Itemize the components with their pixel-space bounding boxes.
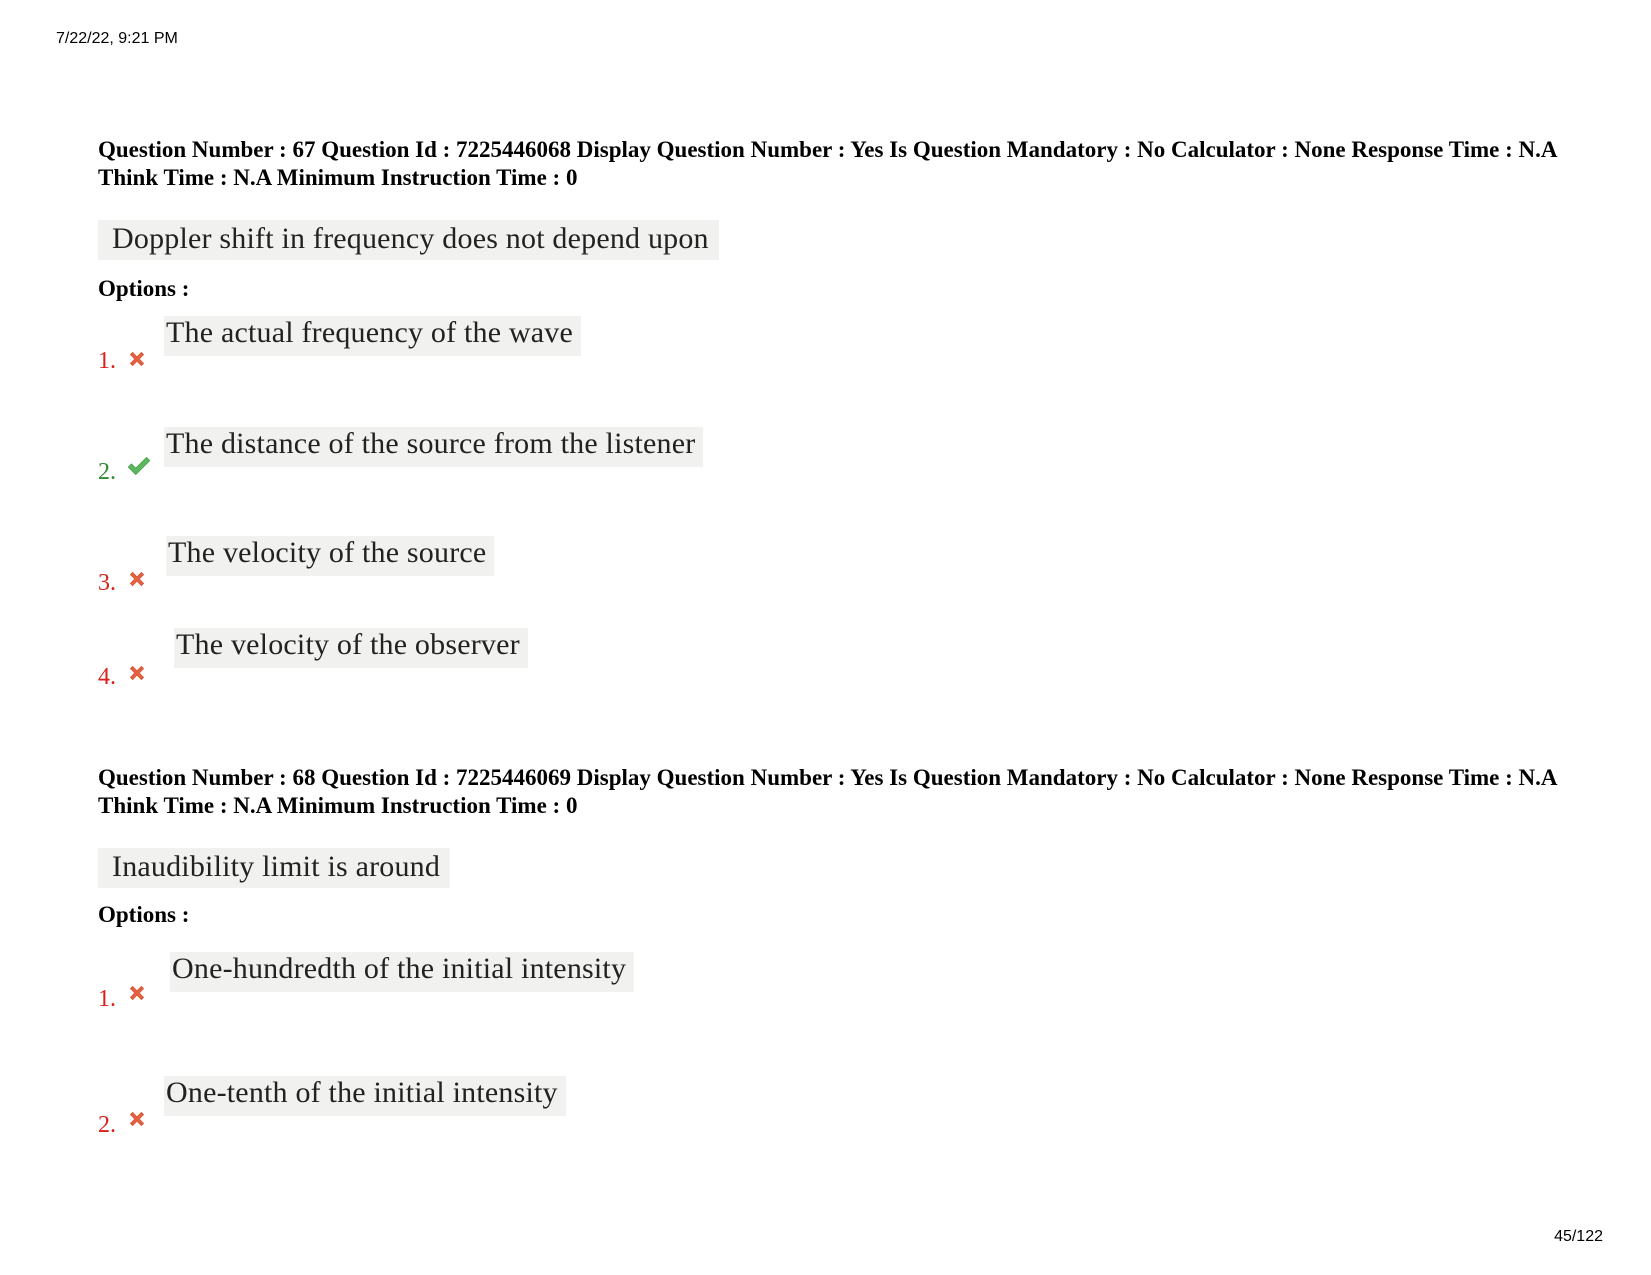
cross-icon — [126, 568, 148, 590]
option-number: 2. — [98, 1112, 116, 1138]
option-number: 3. — [98, 570, 116, 596]
question-meta: Question Number : 67 Question Id : 7225446068 Display Question Number : Yes Is Question Mandatory : No Calculator : None Response Time : N.A Think Time : N.A Minimum Instruction Time : 0 — [98, 137, 1557, 190]
cross-icon — [126, 1108, 148, 1130]
option-text: The velocity of the observer — [174, 628, 528, 668]
question-meta: Question Number : 68 Question Id : 7225446069 Display Question Number : Yes Is Question Mandatory : No Calculator : None Response Time : N.A Think Time : N.A Minimum Instruction Time : 0 — [98, 765, 1557, 818]
cross-icon — [126, 662, 148, 684]
option-text: The velocity of the source — [166, 536, 494, 576]
option-item — [98, 536, 898, 606]
option-number: 4. — [98, 664, 116, 690]
option-item — [98, 1076, 898, 1146]
question-block — [98, 136, 1578, 696]
option-text: One-tenth of the initial intensity — [164, 1076, 566, 1116]
cross-icon — [126, 982, 148, 1004]
print-date: 7/22/22, 9:21 PM — [56, 30, 178, 47]
option-text: One-hundredth of the initial intensity — [170, 952, 634, 992]
option-item — [98, 952, 898, 1022]
option-number: 2. — [98, 459, 116, 485]
options-label: Options : — [98, 902, 190, 927]
question-block — [98, 764, 1578, 1164]
check-icon — [126, 453, 152, 479]
option-text: The distance of the source from the listener — [164, 427, 703, 467]
cross-icon — [126, 348, 148, 370]
option-item — [98, 316, 898, 386]
question-text: Doppler shift in frequency does not depend upon — [98, 220, 719, 260]
option-text: The actual frequency of the wave — [164, 316, 581, 356]
page-number: 45/122 — [1554, 1228, 1603, 1245]
option-number: 1. — [98, 348, 116, 374]
option-number: 1. — [98, 986, 116, 1012]
options-label: Options : — [98, 276, 190, 301]
question-text: Inaudibility limit is around — [98, 848, 450, 888]
option-item — [98, 628, 898, 698]
option-item — [98, 427, 898, 497]
